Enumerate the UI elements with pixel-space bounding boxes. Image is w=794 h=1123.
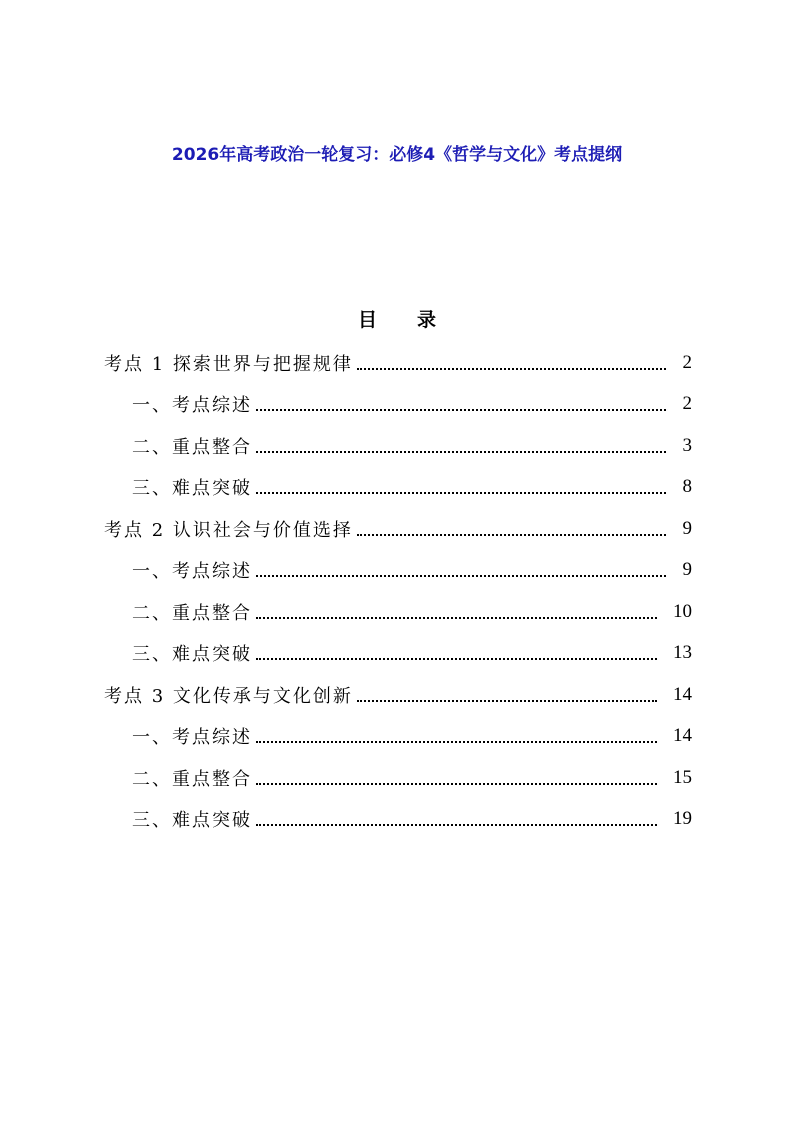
toc-entry-topic-3[interactable] [104,674,692,716]
toc-dot-leader [256,575,666,577]
toc-page-number: 13 [673,642,692,664]
toc-entry-topic-1-overview[interactable] [104,384,692,426]
toc-page-number: 9 [682,517,692,539]
toc-entry-topic-3-key-points[interactable] [104,757,692,799]
toc-entry-label: 考点 1 探索世界与把握规律 [104,353,353,375]
toc-entry-label: 二、重点整合 [132,602,252,624]
toc-entry-topic-1[interactable] [104,342,692,384]
toc-page-number: 2 [682,351,692,373]
toc-heading-left: 目 [357,309,377,331]
toc-entry-label: 二、重点整合 [132,768,252,790]
document-title: 2026年高考政治一轮复习：必修4《哲学与文化》考点提纲 [171,145,623,165]
table-of-contents [104,342,692,840]
toc-page-number: 3 [682,434,692,456]
toc-dot-leader [256,783,657,785]
toc-dot-leader [256,741,657,743]
toc-page-number: 9 [682,559,692,581]
toc-entry-topic-2-key-points[interactable] [104,591,692,633]
toc-dot-leader [256,409,666,411]
toc-dot-leader [357,368,666,370]
toc-page-number: 14 [673,683,692,705]
toc-entry-label: 三、难点突破 [132,644,252,666]
toc-page-number: 19 [673,808,692,830]
toc-entry-topic-1-difficulties[interactable] [104,467,692,509]
toc-dot-leader [357,534,666,536]
toc-page-number: 14 [673,725,692,747]
toc-entry-label: 一、考点综述 [132,561,252,583]
toc-entry-label: 二、重点整合 [132,436,252,458]
toc-dot-leader [256,617,657,619]
toc-heading-right: 录 [417,309,437,331]
toc-entry-topic-3-difficulties[interactable] [104,799,692,841]
toc-entry-topic-2[interactable] [104,508,692,550]
toc-entry-label: 考点 2 认识社会与价值选择 [104,519,353,541]
toc-page-number: 2 [682,393,692,415]
toc-dot-leader [256,824,657,826]
toc-dot-leader [256,658,657,660]
toc-entry-label: 一、考点综述 [132,395,252,417]
toc-entry-label: 三、难点突破 [132,478,252,500]
toc-entry-topic-3-overview[interactable] [104,716,692,758]
toc-entry-topic-1-key-points[interactable] [104,425,692,467]
toc-dot-leader [256,492,666,494]
toc-entry-label: 三、难点突破 [132,810,252,832]
toc-entry-topic-2-overview[interactable] [104,550,692,592]
toc-dot-leader [256,451,666,453]
toc-heading [0,306,794,334]
toc-page-number: 15 [673,766,692,788]
toc-page-number: 10 [673,600,692,622]
toc-dot-leader [357,700,657,702]
toc-entry-topic-2-difficulties[interactable] [104,633,692,675]
toc-entry-label: 一、考点综述 [132,727,252,749]
toc-page-number: 8 [682,476,692,498]
toc-entry-label: 考点 3 文化传承与文化创新 [104,685,353,707]
